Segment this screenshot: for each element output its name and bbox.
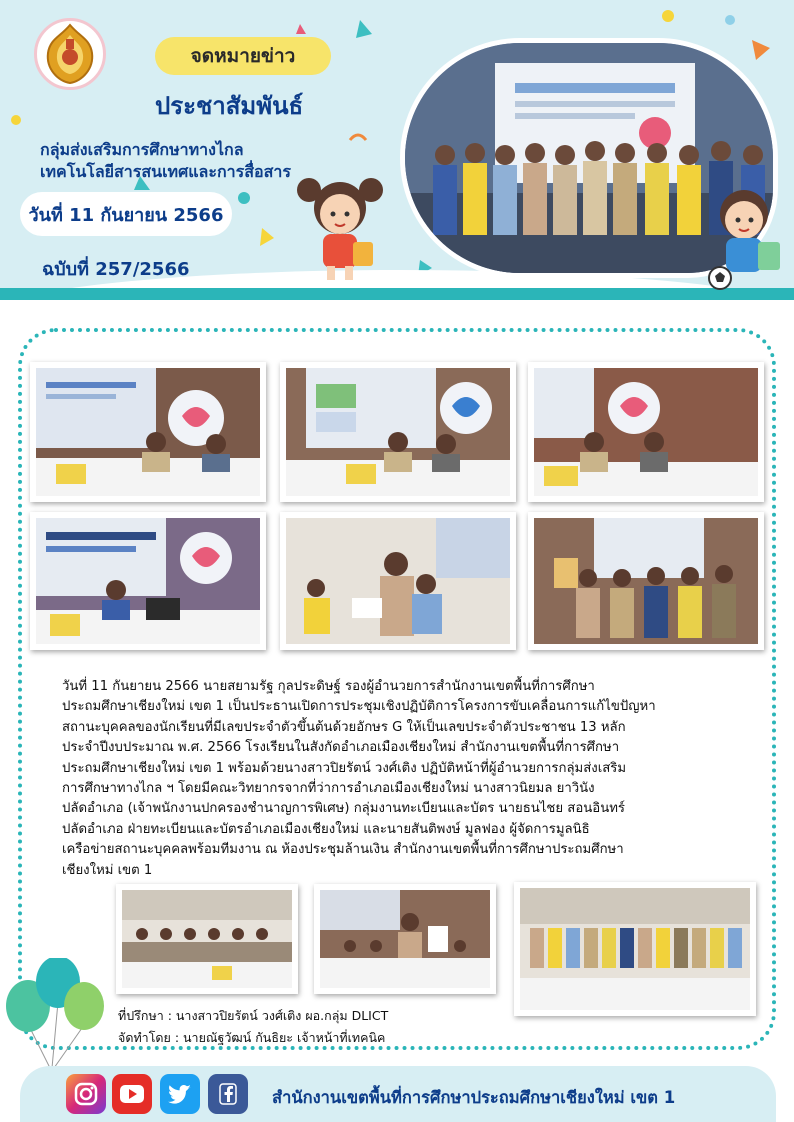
photo-meeting-4 (30, 512, 266, 650)
group-photo-image (520, 888, 750, 1010)
body-line: วันที่ 11 กันยายน 2566 นายสยามรัฐ กุลประดิษฐ์ รองผู้อำนวยการสำนักงานเขตพื้นที่การศึกษา (62, 679, 595, 694)
meeting-photo-image (36, 368, 260, 496)
prepared-by-credit: จัดทำโดย : นายณัฐวัฒน์ กันธิยะ เจ้าหน้าที่เทคนิค (118, 1030, 386, 1045)
photo-meeting-6 (528, 512, 764, 650)
date-badge: วันที่ 11 กันยายน 2566 (20, 192, 232, 236)
balloons-illustration (0, 958, 110, 1068)
audience-photo-image (320, 890, 490, 988)
youtube-icon[interactable] (112, 1074, 152, 1114)
photo-group-large (514, 882, 756, 1016)
cartoon-boy-illustration (702, 186, 792, 290)
news-body (62, 677, 740, 881)
photo-audience-1 (116, 884, 298, 994)
body-line: เชียงใหม่ เขต 1 (62, 862, 153, 878)
body-line: การศึกษาทางไกล ฯ โดยมีคณะวิทยากรจากที่ว่าการอำเภอเมืองเชียงใหม่ นางสาวนิยมล ยาวินัง (62, 781, 595, 797)
photo-meeting-1 (30, 362, 266, 502)
obec-logo (34, 18, 106, 90)
body-line: ประถมศึกษาเชียงใหม่ เขต 1 พร้อมด้วยนางสาวปิยรัตน์ วงศ์เติง ปฏิบัติหน้าที่ผู้อำนวยการกลุ่มส่งเสริม (62, 760, 627, 776)
photo-meeting-3 (528, 362, 764, 502)
meeting-photo-image (286, 368, 510, 496)
group-name-line1: กลุ่มส่งเสริมการศึกษาทางไกล (40, 140, 244, 159)
body-line: สถานะบุคคลของนักเรียนที่มีเลขประจำตัวขึ้นต้นด้วยอักษร G ให้เป็นเลขประจำตัวประชาชน 13 หลัก (62, 719, 626, 735)
instagram-icon[interactable] (66, 1074, 106, 1114)
body-line: ประถมศึกษาเชียงใหม่ เขต 1 เป็นประธานเปิดการประชุมเชิงปฏิบัติการโครงการขับเคลื่อนการแก้ไขปัญหา (62, 699, 656, 715)
newsletter-tag: จดหมายข่าว (155, 37, 331, 75)
meeting-photo-image (36, 518, 260, 644)
audience-photo-image (122, 890, 292, 988)
office-name: สำนักงานเขตพื้นที่การศึกษาประถมศึกษาเชียงใหม่ เขต 1 (272, 1088, 676, 1107)
body-line: ปลัดอำเภอ ฝ่ายทะเบียนและบัตรอำเภอเมืองเชียงใหม่ และนายสันติพงษ์ มูลฟอง ผู้จัดการมูลนิธิ (62, 821, 590, 837)
meeting-photo-image (286, 518, 510, 644)
twitter-icon[interactable] (160, 1074, 200, 1114)
group-name-line2: เทคโนโลยีสารสนเทศและการสื่อสาร (40, 162, 291, 181)
photo-meeting-2 (280, 362, 516, 502)
header-teal-band (0, 288, 794, 300)
body-line: ประจำปีงบประมาณ พ.ศ. 2566 โรงเรียนในสังกัดอำเภอเมืองเชียงใหม่ สำนักงานเขตพื้นที่การศึกษา (62, 740, 620, 756)
body-line: เครือข่ายสถานะบุคคลพร้อมทีมงาน ณ ห้องประชุมล้านเงิน สำนักงานเขตพื้นที่การศึกษาประถมศึกษา (62, 842, 624, 858)
body-line: ปลัดอำเภอ (เจ้าพนักงานปกครองชำนาญการพิเศษ) กลุ่มงานทะเบียนและบัตร นายธนไชย สอนอินทร์ (62, 801, 625, 817)
advisor-credit: ที่ปรึกษา : นางสาวปิยรัตน์ วงศ์เติง ผอ.กลุ่ม DLICT (118, 1008, 389, 1023)
meeting-photo-image (534, 368, 758, 496)
photo-meeting-5 (280, 512, 516, 650)
issue-number: ฉบับที่ 257/2566 (42, 259, 190, 280)
facebook-icon[interactable] (208, 1074, 248, 1114)
meeting-photo-image (534, 518, 758, 644)
emblem-icon (42, 23, 98, 85)
page-title: ประชาสัมพันธ์ (155, 92, 304, 120)
photo-audience-2 (314, 884, 496, 994)
cartoon-girl-illustration (295, 172, 385, 282)
